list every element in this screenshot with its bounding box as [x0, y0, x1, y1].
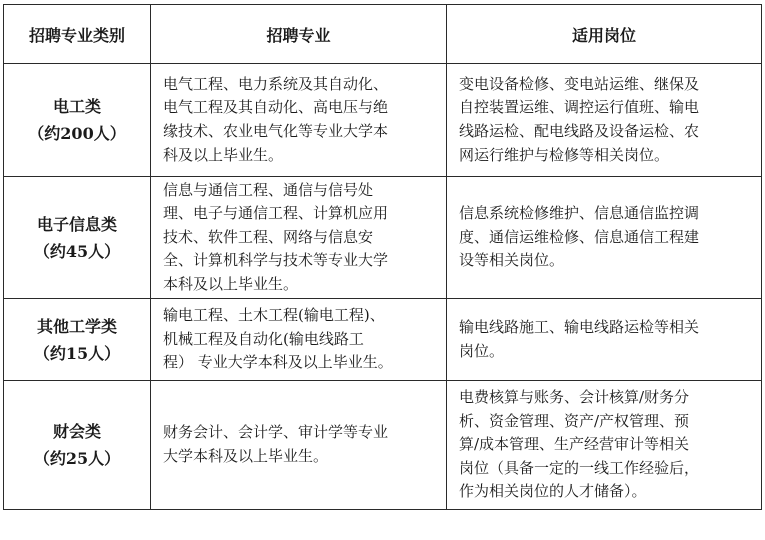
category-name: 财会类 — [52, 422, 101, 441]
recruitment-table — [3, 4, 762, 510]
table-row — [4, 64, 762, 177]
category-cell — [4, 177, 151, 299]
category-count: （约200人） — [28, 124, 126, 143]
positions-line: 设等相关岗位。 — [459, 251, 565, 270]
category-count: （约45人） — [33, 241, 121, 261]
positions-cell — [447, 381, 762, 510]
header-positions: 适用岗位 — [447, 5, 762, 64]
header-category: 招聘专业类别 — [4, 5, 151, 64]
majors-line: 财务会计、会计学、审计学等专业 — [163, 423, 389, 442]
header-row — [4, 5, 762, 64]
majors-cell — [151, 64, 447, 177]
majors-line: 输电工程、土木工程(输电工程)、 — [163, 306, 385, 325]
category-cell — [4, 299, 151, 381]
positions-line: 岗位（具备一定的一线工作经验后， — [459, 458, 700, 477]
positions-line: 析、资金管理、资产/产权管理、预 — [459, 411, 690, 430]
table-row — [4, 177, 762, 299]
majors-line: 全、计算机科学与技术等专业大学 — [163, 251, 389, 270]
majors-cell — [151, 381, 447, 510]
category-name: 其他工学类 — [36, 316, 117, 336]
table-row — [4, 381, 762, 510]
majors-cell — [151, 177, 447, 299]
positions-line: 变电设备检修、变电站运维、继保及 — [459, 74, 700, 93]
majors-line: 大学本科及以上毕业生。 — [163, 447, 329, 465]
positions-cell — [447, 299, 762, 381]
positions-line: 电费核算与账务、会计核算/财务分 — [459, 388, 690, 407]
category-count: （约15人） — [33, 343, 121, 363]
majors-line: 信息与通信工程、通信与信号处 — [163, 180, 374, 199]
majors-line: 理、电子与通信工程、计算机应用 — [163, 204, 389, 223]
positions-line: 度、通信运维检修、信息通信工程建 — [459, 227, 700, 246]
majors-line: 机械工程及自动化(输电线路工 — [163, 329, 364, 348]
category-cell — [4, 64, 151, 177]
positions-line: 岗位。 — [459, 341, 505, 360]
category-cell — [4, 381, 151, 510]
majors-line: 程） 专业大学本科及以上毕业生。 — [163, 353, 393, 372]
header-majors: 招聘专业 — [151, 5, 447, 64]
majors-line: 电气工程、电力系统及其自动化、 — [163, 74, 389, 93]
positions-line: 网运行维护与检修等相关岗位。 — [459, 145, 670, 164]
positions-line: 作为相关岗位的人才储备）。 — [459, 482, 647, 501]
majors-line: 电气工程及其自动化、高电压与绝 — [163, 98, 389, 117]
positions-cell — [447, 177, 762, 299]
majors-line: 技术、软件工程、网络与信息安 — [163, 227, 374, 246]
positions-line: 输电线路施工、输电线路运检等相关 — [459, 317, 700, 336]
majors-cell — [151, 299, 447, 381]
positions-line: 信息系统检修维护、信息通信监控调 — [459, 204, 700, 223]
category-name: 电工类 — [52, 97, 101, 116]
positions-line: 算/成本管理、生产经营审计等相关 — [459, 435, 690, 454]
positions-cell — [447, 64, 762, 177]
majors-line: 科及以上毕业生。 — [163, 145, 284, 164]
positions-line: 线路运检、配电线路及设备运检、农 — [459, 122, 700, 140]
table-row — [4, 299, 762, 381]
positions-line: 自控装置运维、调控运行值班、输电 — [459, 98, 700, 117]
majors-line: 本科及以上毕业生。 — [163, 274, 299, 293]
category-name: 电子信息类 — [36, 214, 117, 234]
category-count: （约25人） — [33, 449, 121, 468]
majors-line: 缘技术、农业电气化等专业大学本 — [163, 122, 389, 140]
